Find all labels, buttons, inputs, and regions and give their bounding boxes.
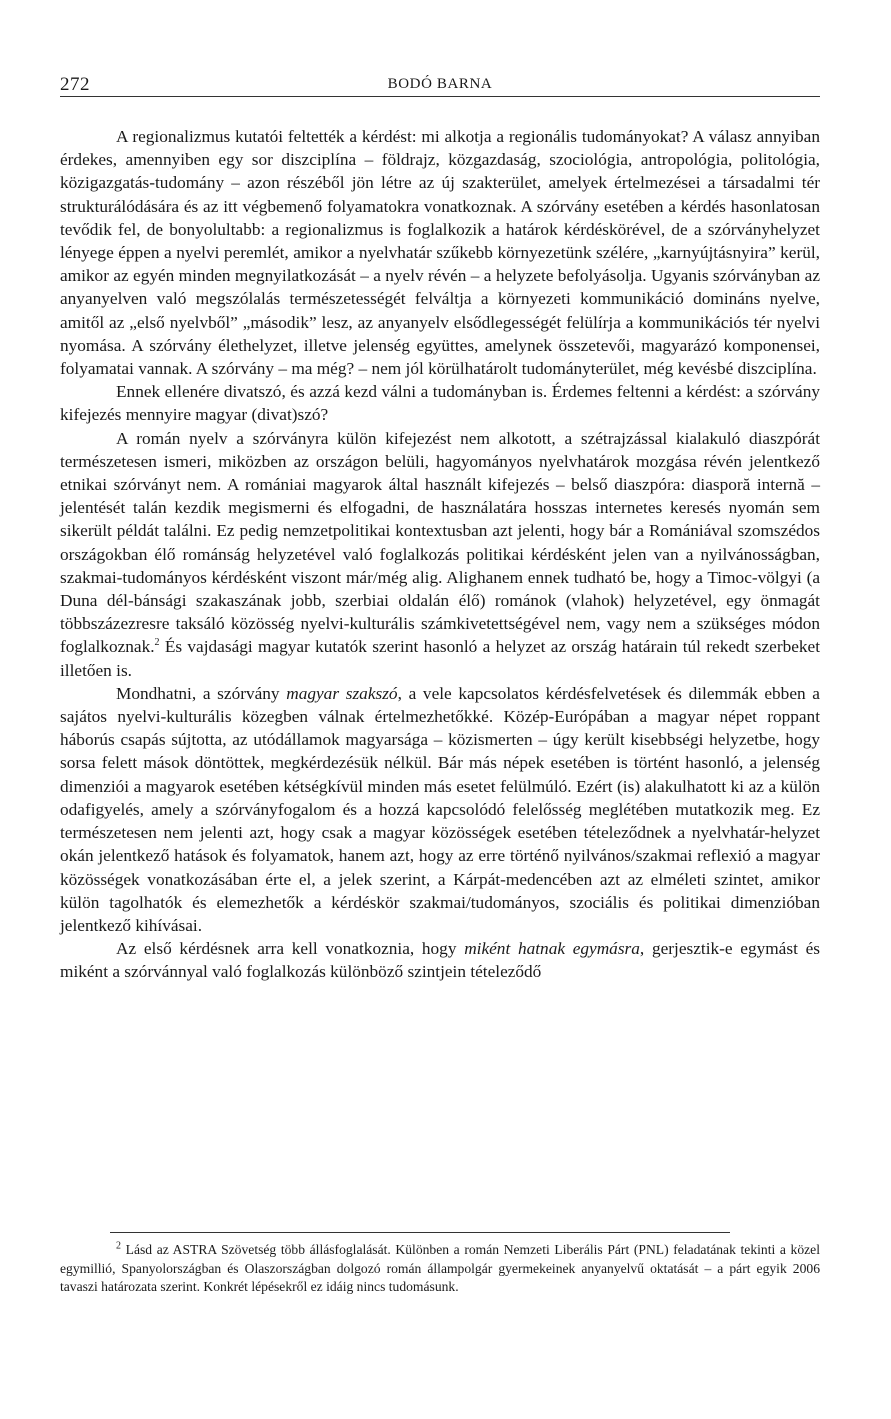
paragraph-5-part-a: Az első kérdésnek arra kell vonatkoznia, hogy xyxy=(116,939,465,959)
paragraph-5-emphasis: miként hatnak egymásra xyxy=(464,939,640,959)
paragraph-1: A regionalizmus kutatói feltették a kérdést: mi alkotja a regionális tudományokat? A válasz annyiban érdekes, amennyiben egy sor diszciplína – földrajz, közgazdaság, szociológia, antropológia, politológia, közigazgatás-tudomány – azon részéből jön létre az új szakterület, amelyek értelmezései a társadalmi tér strukturálódására és az itt végbemenő folyamatokra vonatkoznak. A szórvány esetében a kérdés hasonlatosan tevődik fel, de bonyolultabb: a regionalizmus is foglalkozik a határok kérdéskörével, de a szórványhelyzet lényege éppen a nyelvi peremlét, amikor a nyelvhatár szűkebb környezetünk szélére, „karnyújtásnyira” kerül, amikor az egyén minden megnyilatkozását – a nyelv révén – a helyzete befolyásolja. Ugyanis szórványban az anyanyelven való megszólalás természetességét felváltja a környezeti kommunikáció domináns nyelve, amitől az „első nyelvből” „második” lesz, az anyanyelv elsődlegességét felülírja a kommunikációs tér nyelvi nyomása. A szórvány élethelyzet, illetve jelenség együttes, amelynek összetevői, magyarázó komponensei, folyamatai vannak. A szórvány – ma még? – nem jól körülhatárolt tudományterület, még kevésbé diszciplína. xyxy=(60,127,820,379)
footnote-separator xyxy=(110,1232,730,1233)
running-head: BODÓ BARNA xyxy=(387,76,493,92)
paragraph-3-part-b: És vajdasági magyar kutatók szerint hasonló a helyzet az ország határain túl rekedt szerbeket illetően is. xyxy=(60,637,820,680)
page-header xyxy=(60,74,820,97)
paragraph-4 xyxy=(60,682,820,937)
paragraph-5 xyxy=(60,937,820,983)
page-number: 272 xyxy=(60,74,90,95)
paragraph-2: Ennek ellenére divatszó, és azzá kezd válni a tudományban is. Érdemes feltenni a kérdést: a szórvány kifejezés mennyire magyar (divat)szó? xyxy=(60,382,820,425)
paragraph-3-part-a: A román nyelv a szórványra külön kifejezést nem alkotott, a szétrajzással kialakuló diaszpórát természetesen ismeri, miközben az országon belüli, hagyományos nyelvhatárok mozgása révén jelentkező etnikai szórványt nem. A romániai magyarok által használt kifejezés – belső diaszpóra: diasporă internă – jelentését talán kezdik megismerni és elfogadni, de használatára hosszas internetes keresés nyomán sem sikerült példát találni. Ez pedig nemzetpolitikai kontextusban azt jelenti, hogy bár a Romániával szomszédos országokban élő románság helyzetével való foglalkozás politikai kérdésként jelen van a nyilvánosságban, szakmai-tudományos kérdésként viszont már/még alig. Alighanem ennek tudható be, hogy a Timoc-völgyi (a Duna dél-bánsági szakaszának jobb, szerbiai oldalán élő) románok (vlahok) helyzetével, egy önmagát többszázezresre taksáló közösség nyelvi-kulturális számkivetettségével nem, vagy nem a szükséges módon foglalkoznak. xyxy=(60,428,820,657)
footnote-reference[interactable]: 2 xyxy=(154,637,160,649)
paragraph-4-part-b: , a vele kapcsolatos kérdésfelvetések és dilemmák ebben a sajátos nyelvi-kulturális közegben válnak értelmezhetőkké. Közép-Európában a magyar népet roppant háborús csapás sújtotta, az utódállamok magyarsága – közismerten – úgy került kisebbségi helyzetbe, hogy sorsa felett mások döntöttek, megkérdezésük nélkül. Bár más népek esetében is történt hasonló, a jelenség dimenziói a magyarok esetében kétségkívül minden más esetet felülmúló. Ezért (is) alakulhatott ki az a külön odafigyelés, amely a szórványfogalom és a hozzá kapcsolódó felelősség meglétében mutatkozik meg. Ez természetesen nem jelenti azt, hogy csak a magyar közösségek esetében tételeződnek a nyelvhatár-helyzet okán jelentkező hatások és folyamatok, hanem azt, hogy az erre történő nyilvános/szakmai reflexió a magyar közösségek vonatkozásában érte el, a jelek szerint, a Kárpát-medencében azt az elméleti szintet, amikor külön tagolhatók és elemezhetők a kérdéskör szakmai/tudományos, szociális és politikai dimenzióban jelentkező kihívásai. xyxy=(60,683,820,935)
footnote-text xyxy=(60,1241,820,1297)
footnote-body: Lásd az ASTRA Szövetség több állásfoglalását. Különben a román Nemzeti Liberális Párt (PNL) feladatának tekinti a közel egymillió, Spanyolországban és Olaszországban dolgozó román állampolgár gyermekeinek anyanyelvű oktatását – a párt egyik 2006 tavaszi határozata szerint. Konkrét lépésekről ez idáig nincs tudomásunk. xyxy=(60,1242,820,1295)
footnote xyxy=(60,1241,820,1297)
footnote-number: 2 xyxy=(116,1240,121,1252)
paragraph-3 xyxy=(60,427,820,682)
paragraph-4-part-a: Mondhatni, a szórvány xyxy=(116,683,287,703)
paragraph-5-part-b: , gerjesztik-e egymást és miként a szórvánnyal való foglalkozás különböző szintjein tételeződő xyxy=(60,939,820,982)
body-text xyxy=(60,125,820,984)
paragraph-4-emphasis: magyar szakszó xyxy=(286,683,398,703)
